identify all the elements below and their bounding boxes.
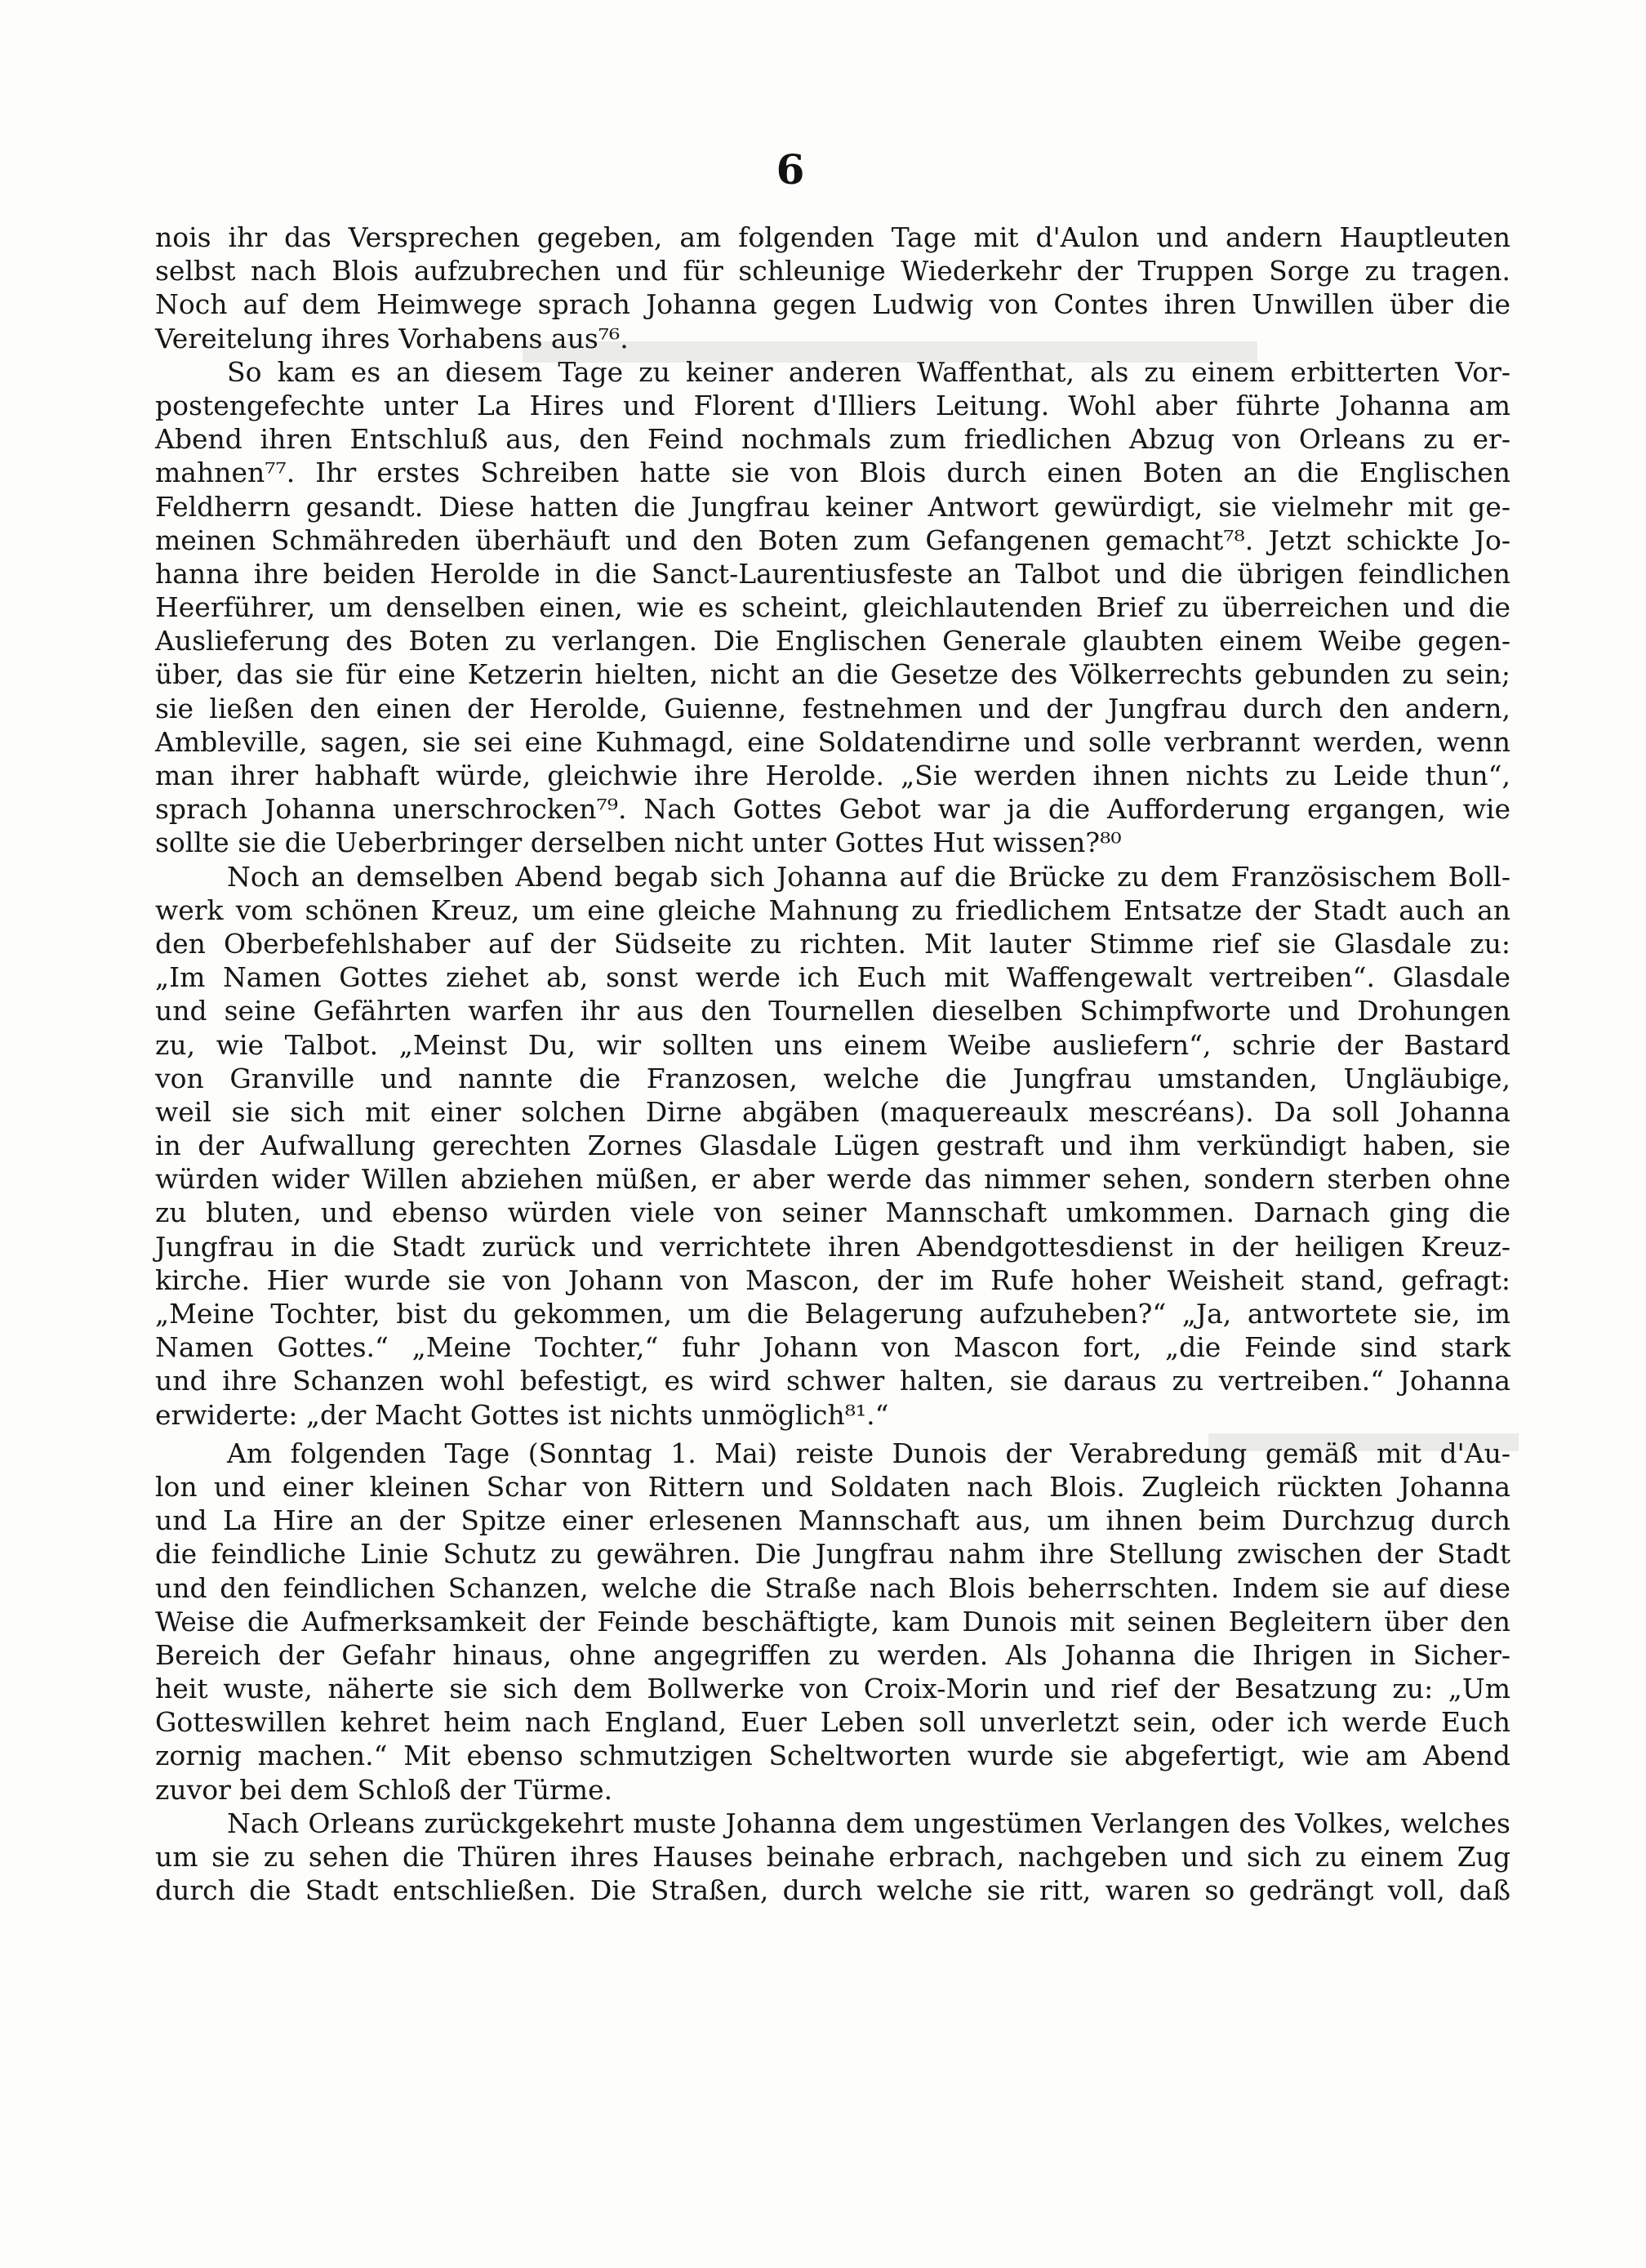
text-line: Noch an demselben Abend begab sich Johanna auf die Brücke zu dem Französischem Boll-	[227, 860, 1510, 893]
text-line: um sie zu sehen die Thüren ihres Hauses beinahe erbrach, nachgeben und sich zu einem Zug	[155, 1841, 1510, 1873]
text-line: Jungfrau in die Stadt zurück und verrichtete ihren Abendgottesdienst in der heiligen Kreuz-	[155, 1230, 1510, 1263]
text-line: werk vom schönen Kreuz, um eine gleiche Mahnung zu friedlichem Entsatze der Stadt auch an	[155, 893, 1510, 926]
text-line: selbst nach Blois aufzubrechen und für schleunige Wiederkehr der Truppen Sorge zu tragen.	[155, 255, 1510, 287]
text-line: den Oberbefehlshaber auf der Südseite zu richten. Mit lauter Stimme rief sie Glasdale zu:	[155, 927, 1510, 960]
text-line: Feldherrn gesandt. Diese hatten die Jungfrau keiner Antwort gewürdigt, sie vielmehr mit ge-	[155, 490, 1510, 523]
text-line: „Im Namen Gottes ziehet ab, sonst werde ich Euch mit Waffengewalt vertreiben“. Glasdale	[155, 961, 1510, 994]
text-line: und den feindlichen Schanzen, welche die Straße nach Blois beherrschten. Indem sie auf diese	[155, 1571, 1510, 1604]
text-line: weil sie sich mit einer solchen Dirne abgäben (maquereaulx mescréans). Da soll Johanna	[155, 1095, 1510, 1128]
text-line: und seine Gefährten warfen ihr aus den Tournellen dieselben Schimpfworte und Drohungen	[155, 995, 1510, 1027]
text-line: „Meine Tochter, bist du gekommen, um die Belagerung aufzuheben?“ „Ja, antwortete sie, im	[155, 1298, 1510, 1330]
paragraph	[155, 1807, 1510, 1908]
text-line: Am folgenden Tage (Sonntag 1. Mai) reiste Dunois der Verabredung gemäß mit d'Au-	[227, 1437, 1510, 1469]
text-line: Heerführer, um denselben einen, wie es scheint, gleichlautenden Brief zu überreichen und die	[155, 591, 1510, 624]
text-line: zu, wie Talbot. „Meinst Du, wir sollten uns einem Weibe ausliefern“, schrie der Bastard	[155, 1028, 1510, 1061]
page-number: 6	[776, 145, 805, 194]
text-line: Auslieferung des Boten zu verlangen. Die Englischen Generale glaubten einem Weibe gegen-	[155, 625, 1510, 657]
text-line: hanna ihre beiden Herolde in die Sanct-Laurentiusfeste an Talbot und die übrigen feindlichen	[155, 557, 1510, 590]
text-line: erwiderte: „der Macht Gottes ist nichts unmöglich⁸¹.“	[155, 1398, 889, 1431]
text-line: die feindliche Linie Schutz zu gewähren. Die Jungfrau nahm ihre Stellung zwischen der Stadt	[155, 1538, 1510, 1571]
text-line: kirche. Hier wurde sie von Johann von Mascon, der im Rufe hoher Weisheit stand, gefragt:	[155, 1263, 1510, 1296]
text-line: lon und einer kleinen Schar von Rittern und Soldaten nach Blois. Zugleich rückten Johanna	[155, 1470, 1510, 1503]
text-line: heit wuste, näherte sie sich dem Bollwerke von Croix-Morin und rief der Besatzung zu: „Um	[155, 1673, 1510, 1705]
text-line: und La Hire an der Spitze einer erlesenen Mannschaft aus, um ihnen beim Durchzug durch	[155, 1504, 1510, 1537]
text-line: zu bluten, und ebenso würden viele von seiner Mannschaft umkommen. Darnach ging die	[155, 1196, 1510, 1229]
text-line: über, das sie für eine Ketzerin hielten, nicht an die Gesetze des Völkerrechts gebunden zu sein;	[155, 658, 1510, 691]
paragraph	[155, 1437, 1510, 1807]
text-line: würden wider Willen abziehen müßen, er aber werde das nimmer sehen, sondern sterben ohne	[155, 1163, 1510, 1196]
text-line: nois ihr das Versprechen gegeben, am folgenden Tage mit d'Aulon und andern Hauptleuten	[155, 221, 1510, 253]
text-line: Vereitelung ihres Vorhabens aus⁷⁶.	[155, 322, 629, 354]
text-line: Nach Orleans zurückgekehrt muste Johanna dem ungestümen Verlangen des Volkes, welches	[227, 1807, 1510, 1839]
text-line: sollte sie die Ueberbringer derselben nicht unter Gottes Hut wissen?⁸⁰	[155, 827, 1122, 859]
text-line: Abend ihren Entschluß aus, den Feind nochmals zum friedlichen Abzug von Orleans zu er-	[155, 423, 1510, 456]
text-line: von Granville und nannte die Franzosen, welche die Jungfrau umstanden, Ungläubige,	[155, 1062, 1510, 1094]
text-line: durch die Stadt entschließen. Die Straßen, durch welche sie ritt, waren so gedrängt voll, daß	[155, 1874, 1510, 1907]
text-line: und ihre Schanzen wohl befestigt, es wird schwer halten, sie daraus zu vertreiben.“ Johanna	[155, 1365, 1510, 1397]
paragraph	[155, 860, 1510, 1432]
text-line: So kam es an diesem Tage zu keiner anderen Waffenthat, als zu einem erbitterten Vor-	[227, 355, 1510, 388]
text-line: Bereich der Gefahr hinaus, ohne angegriffen zu werden. Als Johanna die Ihrigen in Sicher-	[155, 1638, 1510, 1671]
text-line: mahnen⁷⁷. Ihr erstes Schreiben hatte sie von Blois durch einen Boten an die Englischen	[155, 457, 1510, 489]
paragraph	[155, 355, 1510, 860]
text-line: Gotteswillen kehret heim nach England, Euer Leben soll unverletzt sein, oder ich werde Euch	[155, 1706, 1510, 1739]
text-line: meinen Schmähreden überhäuft und den Boten zum Gefangenen gemacht⁷⁸. Jetzt schickte Jo-	[155, 524, 1510, 556]
paragraph	[155, 221, 1510, 355]
text-line: sprach Johanna unerschrocken⁷⁹. Nach Gottes Gebot war ja die Aufforderung ergangen, wie	[155, 793, 1510, 826]
body-text	[155, 221, 1510, 1907]
text-line: zornig machen.“ Mit ebenso schmutzigen Scheltworten wurde sie abgefertigt, wie am Abend	[155, 1740, 1510, 1772]
text-line: Weise die Aufmerksamkeit der Feinde beschäftigte, kam Dunois mit seinen Begleitern über den	[155, 1605, 1510, 1638]
text-line: Ambleville, sagen, sie sei eine Kuhmagd, eine Soldatendirne und solle verbrannt werden, wenn	[155, 725, 1510, 758]
text-line: sie ließen den einen der Herolde, Guienne, festnehmen und der Jungfrau durch den andern,	[155, 692, 1510, 724]
text-line: man ihrer habhaft würde, gleichwie ihre Herolde. „Sie werden ihnen nichts zu Leide thun“,	[155, 760, 1510, 791]
text-line: zuvor bei dem Schloß der Türme.	[155, 1773, 613, 1806]
text-line: postengefechte unter La Hires und Florent d'Illiers Leitung. Wohl aber führte Johanna am	[155, 389, 1510, 421]
text-line: Namen Gottes.“ „Meine Tochter,“ fuhr Johann von Mascon fort, „die Feinde sind stark	[155, 1331, 1510, 1364]
text-line: in der Aufwallung gerechten Zornes Glasdale Lügen gestraft und ihm verkündigt haben, sie	[155, 1130, 1510, 1162]
text-line: Noch auf dem Heimwege sprach Johanna gegen Ludwig von Contes ihren Unwillen über die	[155, 288, 1510, 321]
